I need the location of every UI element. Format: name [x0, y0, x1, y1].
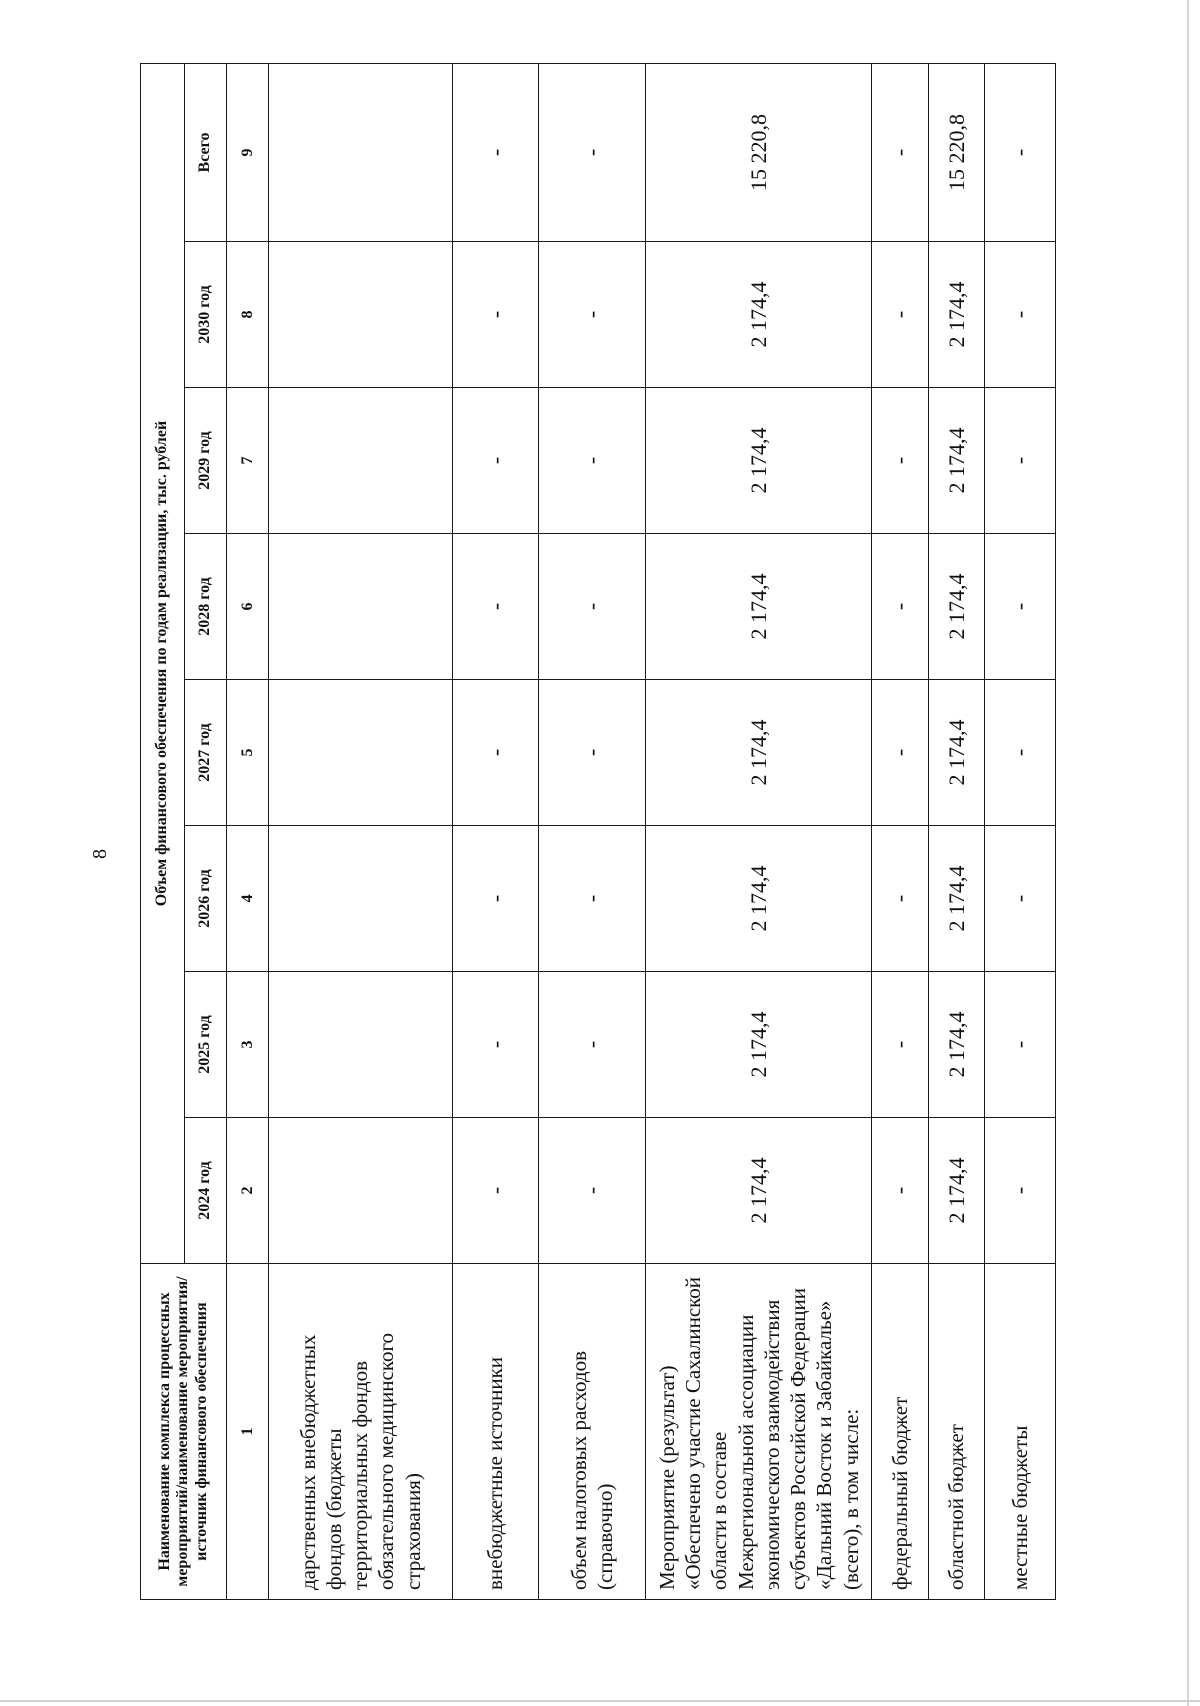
header-year: 2028 год [185, 534, 227, 680]
row-name: областной бюджет [928, 1264, 985, 1600]
row-value: - [539, 1118, 646, 1264]
column-number: 8 [227, 242, 269, 388]
row-value: - [539, 388, 646, 534]
rotated-table-container [140, 64, 1056, 1600]
row-value: 2 174,4 [646, 826, 872, 972]
column-number: 1 [227, 1264, 269, 1600]
row-value: - [872, 242, 929, 388]
table-row [985, 63, 1056, 1599]
row-value: - [452, 826, 539, 972]
row-value: 2 174,4 [928, 388, 985, 534]
row-value: - [452, 534, 539, 680]
row-value-total: - [872, 63, 929, 241]
row-value: - [985, 680, 1056, 826]
column-number: 9 [227, 63, 269, 241]
row-value: 2 174,4 [928, 826, 985, 972]
financing-table [140, 63, 1056, 1600]
row-value: - [872, 972, 929, 1118]
page-number: 8 [89, 849, 111, 859]
row-value [269, 972, 453, 1118]
row-value: - [452, 972, 539, 1118]
row-name: федеральный бюджет [872, 1264, 929, 1600]
row-value: 2 174,4 [646, 1118, 872, 1264]
table-row [928, 63, 985, 1599]
row-value: 2 174,4 [928, 680, 985, 826]
header-year: 2024 год [185, 1118, 227, 1264]
row-value: 2 174,4 [646, 534, 872, 680]
table-row [646, 63, 872, 1599]
row-value-total: 15 220,8 [646, 63, 872, 241]
header-row-group [141, 63, 185, 1599]
row-value [269, 534, 453, 680]
row-value: 2 174,4 [646, 972, 872, 1118]
row-value: - [452, 388, 539, 534]
row-name: Мероприятие (результат) «Обеспечено участие Сахалинской области в составе Межрегиональной ассоциации экономического взаимодействия субъектов Российской Федерации «Дальний Восток и Забайкалье» (всего), в том числе: [646, 1264, 872, 1600]
row-value: - [872, 1118, 929, 1264]
table-row [269, 63, 453, 1599]
row-value: - [985, 242, 1056, 388]
header-group-financing: Объем финансового обеспечения по годам реализации, тыс. рублей [141, 63, 185, 1263]
column-number: 3 [227, 972, 269, 1118]
row-value: - [539, 680, 646, 826]
row-value: - [539, 972, 646, 1118]
row-value: 2 174,4 [646, 680, 872, 826]
row-value: - [872, 388, 929, 534]
row-value [269, 680, 453, 826]
row-value-total: - [539, 63, 646, 241]
header-row-numbers [227, 63, 269, 1599]
row-value: 2 174,4 [928, 534, 985, 680]
header-year: 2025 год [185, 972, 227, 1118]
row-value: - [452, 242, 539, 388]
row-value: - [539, 826, 646, 972]
row-value [269, 242, 453, 388]
row-value [269, 388, 453, 534]
header-name-column: Наименование комплекса процессных мероприятий/наименование мероприятия/источник финансового обеспечения [141, 1264, 227, 1600]
table-row [452, 63, 539, 1599]
row-value: 2 174,4 [928, 242, 985, 388]
row-value: - [985, 534, 1056, 680]
row-value: 2 174,4 [928, 1118, 985, 1264]
scan-edge-bottom [0, 1700, 1200, 1702]
column-number: 7 [227, 388, 269, 534]
row-value: - [985, 826, 1056, 972]
row-value: - [452, 680, 539, 826]
row-value: 2 174,4 [646, 242, 872, 388]
row-value: - [872, 680, 929, 826]
row-value: - [985, 972, 1056, 1118]
row-value: - [872, 826, 929, 972]
row-value: - [985, 1118, 1056, 1264]
table-row [539, 63, 646, 1599]
row-value-total: 15 220,8 [928, 63, 985, 241]
row-value: - [985, 388, 1056, 534]
row-value: 2 174,4 [928, 972, 985, 1118]
row-name: дарственных внебюджетных фондов (бюджеты территориальных фондов обязательного медицинского страхования) [269, 1264, 453, 1600]
row-value-total [269, 63, 453, 241]
header-year: 2030 год [185, 242, 227, 388]
row-name: объем налоговых расходов (справочно) [539, 1264, 646, 1600]
header-year: 2026 год [185, 826, 227, 972]
row-value [269, 1118, 453, 1264]
row-value-total: - [985, 63, 1056, 241]
column-number: 2 [227, 1118, 269, 1264]
column-number: 4 [227, 826, 269, 972]
header-total: Всего [185, 63, 227, 241]
row-name: внебюджетные источники [452, 1264, 539, 1600]
scan-edge-right [1187, 0, 1189, 1706]
header-year: 2029 год [185, 388, 227, 534]
row-value: - [872, 534, 929, 680]
table-row [872, 63, 929, 1599]
row-value: - [452, 1118, 539, 1264]
row-value: - [539, 242, 646, 388]
row-value: 2 174,4 [646, 388, 872, 534]
row-name: местные бюджеты [985, 1264, 1056, 1600]
header-year: 2027 год [185, 680, 227, 826]
row-value: - [539, 534, 646, 680]
row-value [269, 826, 453, 972]
row-value-total: - [452, 63, 539, 241]
column-number: 5 [227, 680, 269, 826]
column-number: 6 [227, 534, 269, 680]
